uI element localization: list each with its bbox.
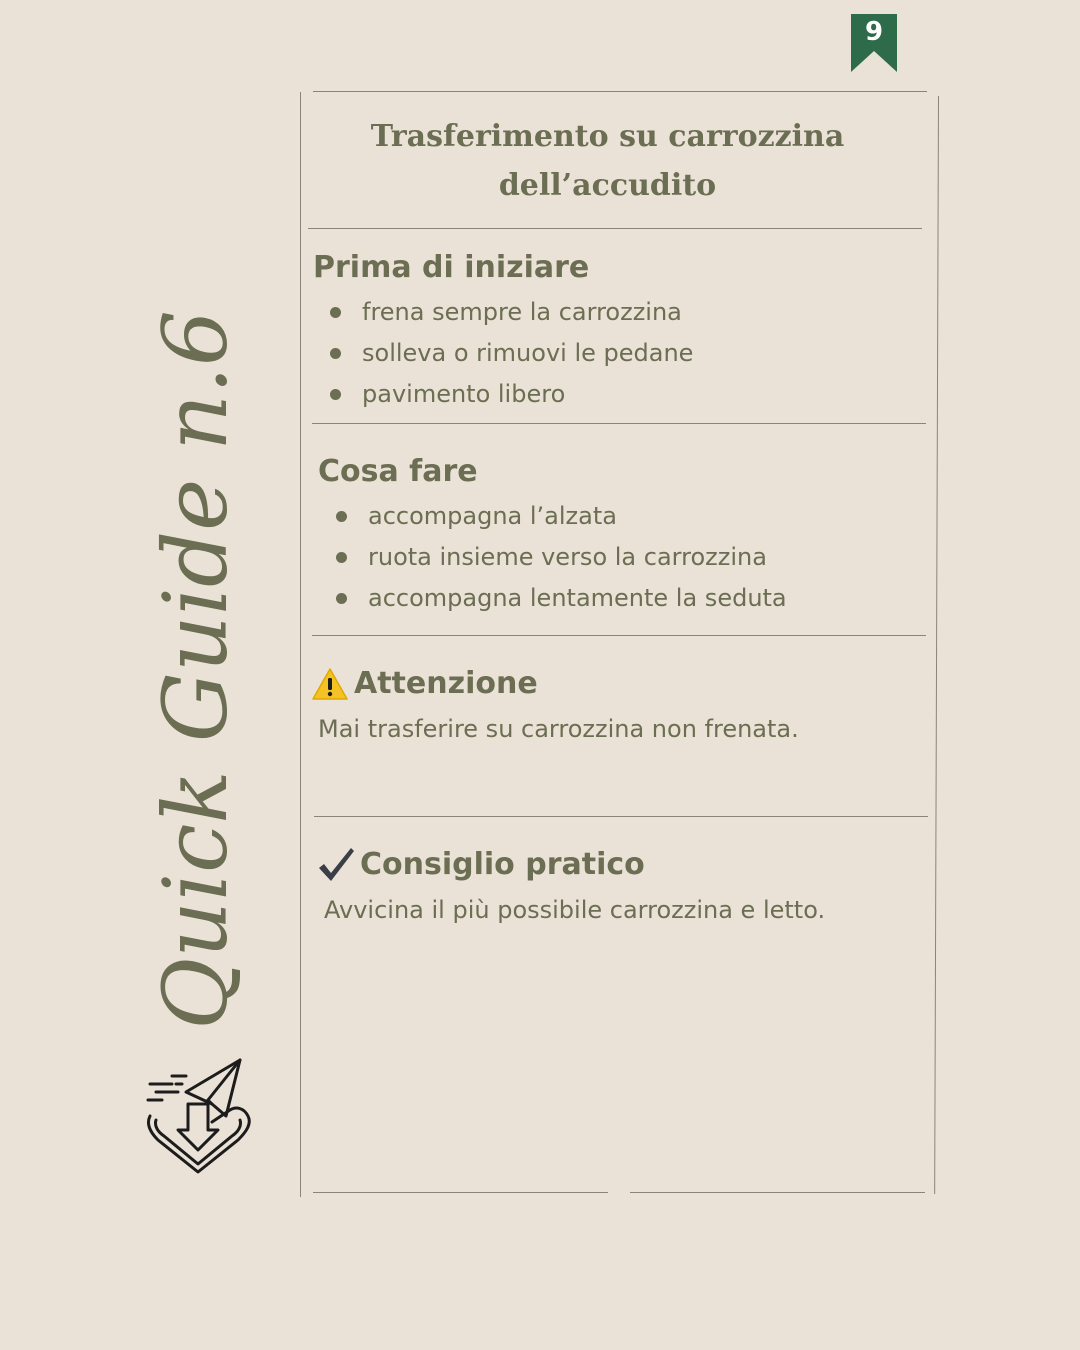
bullet-dot-icon — [330, 348, 341, 359]
transfer-logo-icon — [142, 1054, 258, 1178]
frame-top-line — [313, 91, 927, 92]
bullet-dot-icon — [336, 593, 347, 604]
side-title: Quick Guide n.6 — [144, 310, 247, 1030]
list-item-text: solleva o rimuovi le pedane — [362, 339, 694, 367]
section-heading-warning: Attenzione — [354, 666, 538, 701]
warning-text: Mai trasferire su carrozzina non frenata. — [318, 715, 799, 743]
warning-icon — [312, 667, 348, 701]
warning-heading-row — [312, 666, 538, 702]
frame-left-line — [300, 92, 301, 1197]
list-item-text: accompagna lentamente la seduta — [368, 584, 787, 612]
divider-title — [308, 228, 922, 229]
list-item-text: pavimento libero — [362, 380, 566, 408]
page-title: Trasferimento su carrozzina dell’accudito — [370, 119, 845, 203]
divider-todo — [312, 635, 926, 636]
tip-text: Avvicina il più possibile carrozzina e letto. — [324, 896, 826, 924]
section-heading-before: Prima di iniziare — [313, 250, 590, 285]
list-item — [318, 496, 787, 537]
list-item-text: accompagna l’alzata — [368, 502, 617, 530]
list-before — [312, 292, 693, 415]
bullet-dot-icon — [336, 552, 347, 563]
bullet-dot-icon — [336, 511, 347, 522]
frame-bottom-line-left — [313, 1192, 608, 1193]
frame-right-line — [934, 96, 939, 1194]
divider-warning — [314, 816, 928, 817]
list-item — [318, 537, 787, 578]
page-number-bookmark — [851, 14, 897, 72]
list-item-text: frena sempre la carrozzina — [362, 298, 682, 326]
list-item — [312, 292, 693, 333]
list-item — [312, 333, 693, 374]
bullet-dot-icon — [330, 307, 341, 318]
page-number: 9 — [864, 17, 884, 47]
divider-before — [312, 423, 926, 424]
list-item-text: ruota insieme verso la carrozzina — [368, 543, 767, 571]
checkmark-icon — [316, 846, 356, 884]
section-heading-tip: Consiglio pratico — [360, 847, 645, 882]
list-item — [318, 578, 787, 619]
tip-heading-row — [316, 846, 645, 884]
bullet-dot-icon — [330, 389, 341, 400]
list-todo — [318, 496, 787, 619]
section-heading-todo: Cosa fare — [318, 454, 478, 489]
list-item — [312, 374, 693, 415]
frame-bottom-line-right — [630, 1192, 925, 1193]
